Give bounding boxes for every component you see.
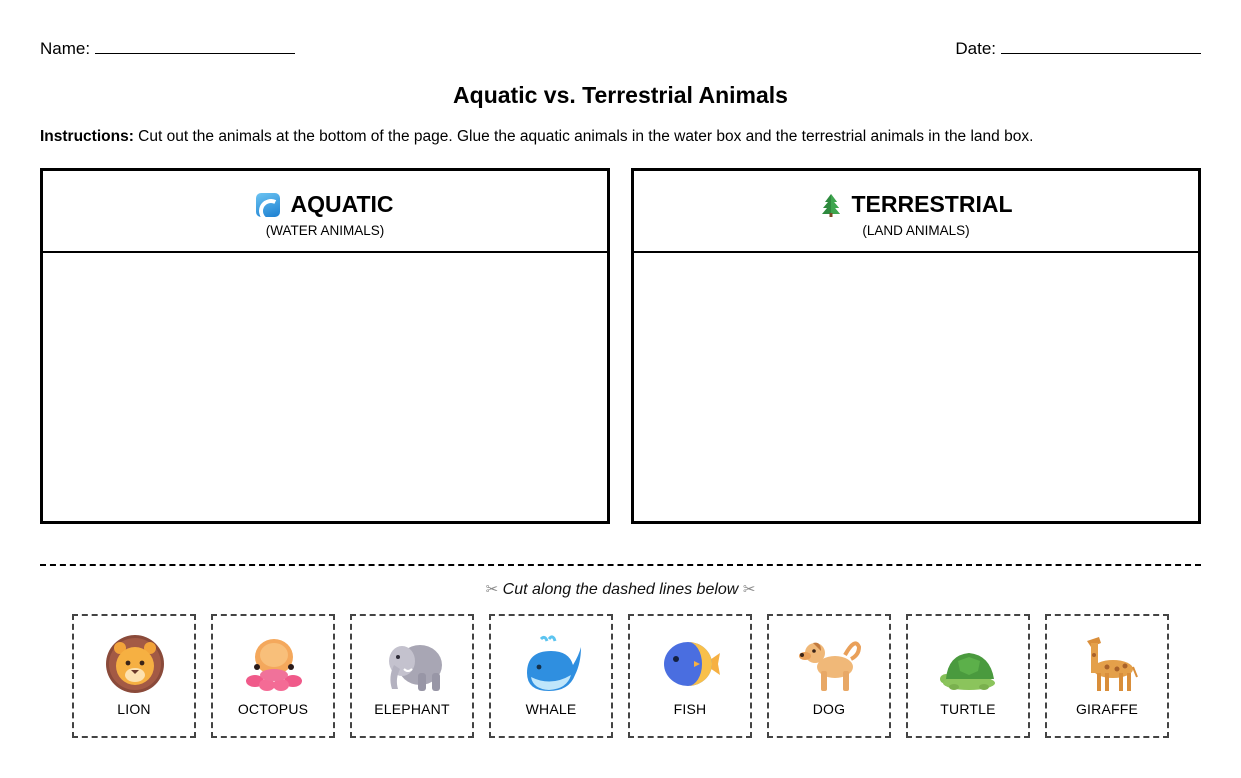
- instructions: [40, 128, 1201, 146]
- terrestrial-box-header: [634, 171, 1198, 253]
- name-blank-line[interactable]: [95, 40, 295, 54]
- cutout-card-whale[interactable]: [489, 614, 613, 738]
- whale-icon: [521, 633, 583, 695]
- scissors-icon: ✂: [742, 581, 756, 598]
- cutout-card-turtle[interactable]: [906, 614, 1030, 738]
- cutout-card-elephant[interactable]: [350, 614, 474, 738]
- name-field: [40, 39, 295, 59]
- cutout-card-fish[interactable]: [628, 614, 752, 738]
- scissors-icon: ✂: [485, 581, 499, 598]
- cutout-cards: [72, 614, 1169, 738]
- cutout-card-giraffe[interactable]: [1045, 614, 1169, 738]
- lion-icon: [104, 633, 166, 695]
- terrestrial-drop-area[interactable]: [634, 253, 1198, 521]
- terrestrial-box: [631, 168, 1201, 524]
- aquatic-drop-area[interactable]: [43, 253, 607, 521]
- terrestrial-title: TERRESTRIAL: [851, 191, 1013, 217]
- cut-note: [0, 580, 1241, 599]
- cut-line: [40, 564, 1201, 566]
- card-label: FISH: [673, 701, 707, 717]
- dog-icon: [799, 633, 861, 695]
- card-label: GIRAFFE: [1075, 701, 1139, 717]
- date-blank-line[interactable]: [1001, 40, 1201, 54]
- water-wave-icon: [256, 193, 280, 217]
- name-label: Name:: [40, 39, 91, 58]
- card-label: WHALE: [525, 701, 577, 717]
- cutout-card-lion[interactable]: [72, 614, 196, 738]
- date-label: Date:: [955, 39, 996, 58]
- card-label: OCTOPUS: [237, 701, 309, 717]
- aquatic-box-header: [43, 171, 607, 253]
- aquatic-box: [40, 168, 610, 524]
- instructions-lead: Instructions:: [40, 128, 134, 145]
- header-row: [40, 39, 1201, 59]
- cut-note-text: Cut along the dashed lines below: [502, 581, 739, 598]
- cutout-card-octopus[interactable]: [211, 614, 335, 738]
- instructions-text: Cut out the animals at the bottom of the page. Glue the aquatic animals in the water box and the terrestrial animals in the land box.: [133, 128, 1034, 145]
- page-title: Aquatic vs. Terrestrial Animals: [453, 82, 788, 108]
- card-label: DOG: [812, 701, 846, 717]
- evergreen-tree-icon: [820, 193, 842, 217]
- card-label: ELEPHANT: [374, 701, 450, 717]
- cutout-card-dog[interactable]: [767, 614, 891, 738]
- card-label: TURTLE: [940, 701, 996, 717]
- aquatic-title: AQUATIC: [290, 191, 394, 217]
- card-label: LION: [117, 701, 151, 717]
- aquatic-subtitle: (WATER ANIMALS): [265, 222, 385, 238]
- date-field: [955, 39, 1201, 59]
- elephant-icon: [382, 633, 444, 695]
- giraffe-icon: [1077, 633, 1139, 695]
- octopus-icon: [243, 633, 305, 695]
- terrestrial-subtitle: (LAND ANIMALS): [862, 222, 970, 238]
- turtle-icon: [938, 633, 1000, 695]
- fish-icon: [660, 633, 722, 695]
